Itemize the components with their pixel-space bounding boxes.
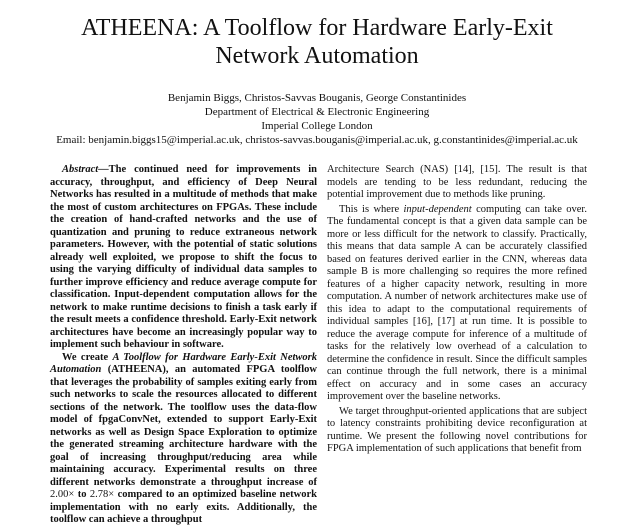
email-line: Email: benjamin.biggs15@imperial.ac.uk, christos-savvas.bouganis@imperial.ac.uk, g.constantinides@imperial.ac.uk	[56, 134, 578, 146]
university: Imperial College London	[261, 120, 373, 132]
left-column	[50, 164, 317, 527]
abstract-p2-lead: We create	[62, 351, 113, 363]
department: Department of Electrical & Electronic Engineering	[204, 106, 430, 118]
intro-paragraph-2	[327, 204, 587, 404]
math-throughput-low: 2.00×	[50, 489, 75, 500]
intro-paragraph-3: We target throughput-oriented applications that are subject to latency constraints prohibiting device reconfiguration at runtime. We present the following novel contributions for FPGA implementation of such applications that benefit from	[327, 405, 587, 454]
right-column	[327, 164, 587, 456]
abstract-p2-to: to	[74, 489, 90, 500]
intro-p2-lead: This is where	[339, 203, 404, 215]
input-dependent-term: input-dependent	[403, 203, 472, 215]
math-throughput-high: 2.78×	[89, 489, 115, 500]
abstract-p2-rest-a: (ATHEENA), an automated FPGA toolflow that leverages the probability of samples exiting early from such networks to scale the resources allocated to different sections of the network. The toolflow uses the data-flow model of fpgaConvNet, extended to support Early-Exit networks as well as Design Space Exploration to optimize the generated streaming architecture hardware with the goal of increasing throughput/reducing area while maintaining accuracy. Experimental results on three different networks demonstrate a throughput increase of	[50, 364, 317, 488]
intro-p2-rest: computing can take over. The fundamental concept is that a given data sample can be more or less difficult for the network to classify. Practically, this means that data sample A can be accurately classified based on features derived earlier in the CNN, whereas data sample B is more challenging so requires the more refined features of a higher capacity network, resulting in more computation. A number of network architectures make use of this idea to adapt to the computational requirements of individual samples [16], [17] at run time. It is possible to reduce the average compute for inference of a multitude of tasks for the relatively low overhead of a calculation to determine the confidence in result. Since the difficult samples can continue through the full network, there is a minimal effect on accuracy and in some cases an accuracy improvement over the baseline networks.	[327, 203, 587, 402]
abstract-label: Abstract	[62, 164, 99, 175]
toolflow-name: A Toolflow for Hardware Early-Exit Network Automation	[50, 351, 318, 375]
abstract-p2-rest-b: compared to an optimized baseline network implementation with no early exits. Additionally, the toolflow can achieve a throughput	[50, 489, 318, 525]
abstract-paragraph-1	[50, 164, 317, 352]
title-line-1: ATHEENA: A Toolflow for Hardware Early-Exit	[81, 15, 553, 41]
intro-paragraph-1: Architecture Search (NAS) [14], [15]. The result is that models are tending to be less redundant, reducing the potential improvement due to methods like pruning.	[327, 164, 587, 200]
title-line-2: Network Automation	[215, 43, 419, 69]
abstract-paragraph-2	[50, 352, 317, 527]
author-list: Benjamin Biggs, Christos-Savvas Bouganis, George Constantinides	[167, 92, 467, 104]
abstract-text-1: The continued need for improvements in accuracy, throughput, and efficiency of Deep Neural Networks has resulted in a multitude of methods that make the most of custom architectures on FPGAs. These include the creation of hand-crafted networks and the use of quantization and pruning to reduce extraneous network parameters. However, with the potential of static solutions already well exploited, we propose to shift the focus to using the varying difficulty of individual data samples to further improve efficiency and reduce average compute for classification. Input-dependent computation allows for the network to make runtime decisions to finish a task early if the result meets a confidence threshold. Early-Exit network architectures have become an increasingly popular way to implement such behaviour in software.	[50, 164, 317, 350]
abstract-dash: —	[98, 164, 109, 175]
paper-title	[0, 14, 634, 70]
